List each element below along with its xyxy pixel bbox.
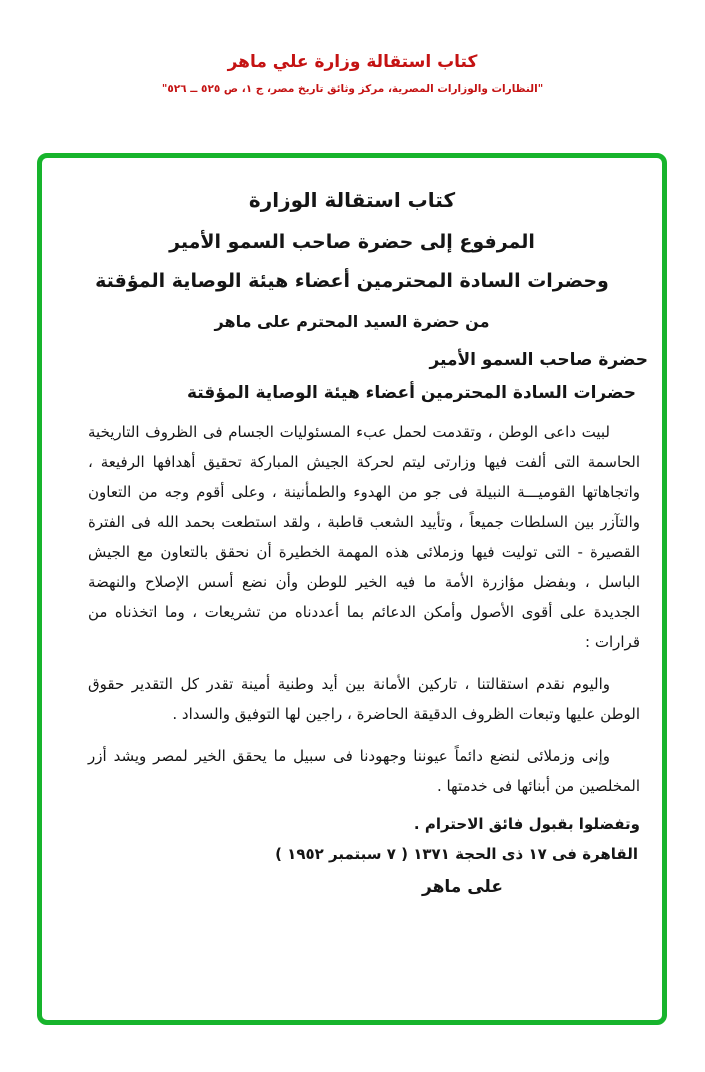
page-title: كتاب استقالة وزارة علي ماهر [227,52,478,72]
document-header [0,52,705,95]
closing-line: وتفضلوا بقبول فائق الاحترام . [413,815,640,833]
date-line: القاهرة فى ١٧ ذى الحجة ١٣٧١ ( ٧ سبتمبر ١٩٥٢ ) [275,845,638,863]
body-paragraph-3: وإنى وزملائى لنضع دائماً عيوننا وجهودنا فى سبيل ما يحقق الخير لمصر ويشد أزر المخلصين من أبنائها فى خدمتها . [88,747,640,795]
salutation-prince: حضرة صاحب السمو الأمير [429,350,648,370]
signature-name: على ماهر [422,877,503,897]
citation-line: "النظارات والوزارات المصرية، مركز وثائق تاريخ مصر، ج ١، ص ٥٢٥ ــ ٥٢٦" [161,83,544,95]
signature-block [42,877,662,897]
salutation-regency-council: حضرات السادة المحترمين أعضاء هيئة الوصاية المؤقتة [186,383,636,403]
sender-line: من حضرة السيد المحترم على ماهر [214,312,490,331]
addressee-line-1: المرفوع إلى حضرة صاحب السمو الأمير [169,231,535,253]
letter-heading: كتاب استقالة الوزارة [248,188,456,212]
addressee-line-2: وحضرات السادة المحترمين أعضاء هيئة الوصاية المؤقتة [95,270,609,292]
body-paragraph-2: واليوم نقدم استقالتنا ، تاركين الأمانة بين أيد وطنية أمينة تقدر كل التقدير حقوق الوطن عليها وتبعات الظروف الدقيقة الحاضرة ، راجين لها التوفيق والسداد . [88,675,640,723]
body-paragraph-1: لبيت داعى الوطن ، وتقدمت لحمل عبء المسئوليات الجسام فى الظروف التاريخية الحاسمة التى ألفت فيها وزارتى ليتم لحركة الجيش المباركة تحقيق أهدافها الرفيعة ، واتجاهاتها القوميـــة النبيلة فى جو من الهدوء والطمأنينة ، وعلى أقوم وجه من التعاون والتآزر بين السلطات جميعاً ، وتأييد الشعب قاطبة ، ولقد استطعت بحمد الله فى الفترة القصيرة - التى توليت فيها وزملائى هذه المهمة الخطيرة أن نحقق بالتعاون مع الجيش الباسل ، وبفضل مؤازرة الأمة ما فيه الخير للوطن وأن نضع أسس الإصلاح والنهضة الجديدة على أقوى الأصول وأمكن الدعائم بما أعددناه من تشريعات ، وما اتخذناه من قرارات : [88,423,640,651]
letter-frame [37,153,667,1025]
letter-content [42,158,662,897]
